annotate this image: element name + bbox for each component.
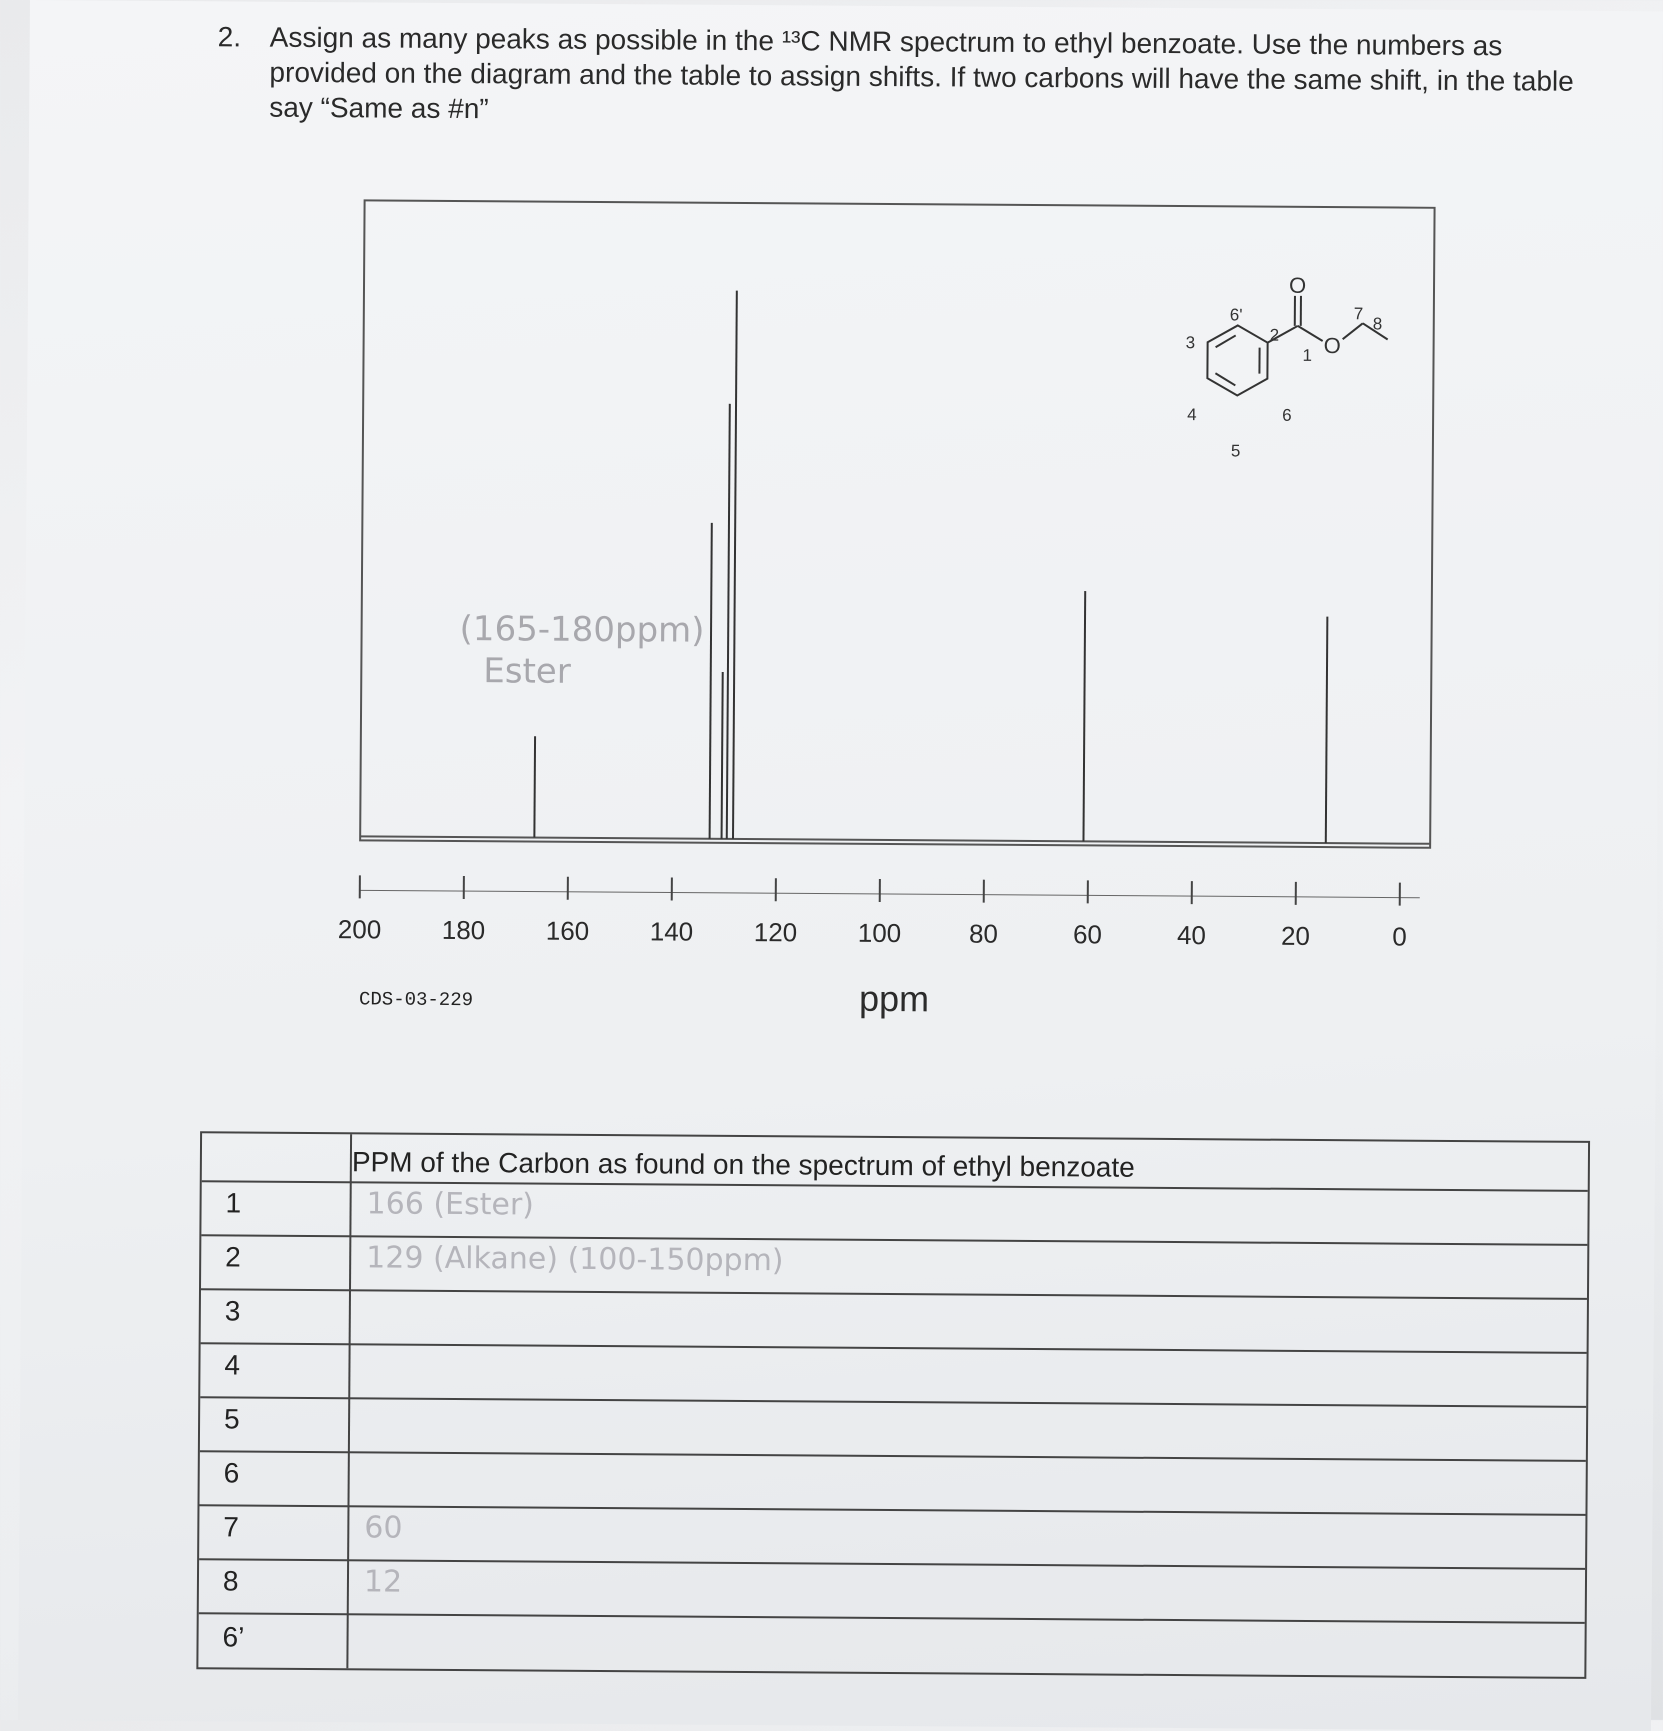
question-block — [218, 19, 1598, 29]
carbonyl-oxygen: O — [1289, 273, 1306, 298]
atom-label-1: 1 — [1302, 346, 1312, 365]
atom-label-6: 6 — [1282, 406, 1292, 425]
x-axis-tick-label: 200 — [338, 914, 382, 944]
row-label-7: 7 — [223, 1511, 239, 1543]
table-row-divider — [201, 1288, 1587, 1300]
row-value-2[interactable]: 129 (Alkane) (100-150ppm) — [366, 1240, 784, 1278]
worksheet-page — [18, 0, 1663, 1731]
row-label-2: 2 — [225, 1241, 241, 1273]
x-axis-tick-label: 40 — [1177, 920, 1206, 950]
spectrum-peak — [727, 404, 730, 839]
atom-label-4: 4 — [1187, 405, 1197, 424]
atom-label-6prime: 6' — [1230, 305, 1243, 324]
atom-label-5: 5 — [1231, 441, 1241, 460]
x-axis-tick-label: 60 — [1073, 919, 1102, 949]
row-value-7[interactable]: 60 — [364, 1510, 402, 1545]
spectrum-peak — [722, 672, 723, 839]
row-value-8[interactable]: 12 — [364, 1564, 402, 1599]
spectrum-peak — [710, 523, 712, 839]
atom-label-2: 2 — [1270, 326, 1280, 345]
question-text: Assign as many peaks as possible in the ¹³C NMR spectrum to ethyl benzoate. Use the numbers as provided on the diagram and the table to assign shifts. If two carbons will have the same shift, in the table say “Same as #n” — [269, 20, 1590, 134]
question-number: 2. — [218, 19, 242, 54]
x-axis-tick-label: 100 — [858, 918, 902, 948]
handwritten-note-ester: Ester — [483, 651, 571, 692]
row-label-6prime: 6’ — [222, 1621, 244, 1653]
spectrum-peak — [534, 736, 535, 837]
table-row-divider — [199, 1504, 1585, 1516]
atom-label-3: 3 — [1186, 333, 1196, 352]
x-axis-tick-label: 20 — [1281, 921, 1310, 951]
x-axis-unit: ppm — [859, 978, 929, 1020]
table-row-divider — [201, 1342, 1587, 1354]
atom-label-8: 8 — [1373, 314, 1383, 333]
assignment-table — [196, 1131, 1590, 1679]
x-axis-tick-label: 180 — [442, 915, 486, 945]
ester-oxygen: O — [1324, 333, 1341, 358]
row-label-6: 6 — [224, 1457, 240, 1489]
ticks-group — [338, 875, 1407, 951]
table-row-divider — [199, 1612, 1585, 1624]
spectrum-peak — [733, 291, 737, 839]
row-label-4: 4 — [224, 1349, 240, 1381]
row-label-3: 3 — [225, 1295, 241, 1327]
table-row-divider — [200, 1450, 1586, 1462]
table-header: PPM of the Carbon as found on the spectrum of ethyl benzoate — [352, 1146, 1135, 1183]
row-label-1: 1 — [225, 1187, 241, 1219]
table-row-divider — [199, 1558, 1585, 1570]
x-axis-tick-label: 0 — [1392, 922, 1407, 952]
x-axis-line — [360, 890, 1420, 897]
ethyl-benzoate-structure — [1147, 270, 1388, 472]
x-axis-tick-label: 80 — [969, 919, 998, 949]
spectrum-peak — [1326, 617, 1328, 843]
row-value-1[interactable]: 166 (Ester) — [366, 1186, 534, 1222]
x-axis-tick-label: 160 — [546, 916, 590, 946]
atom-label-7: 7 — [1354, 304, 1364, 323]
spectrum-peak — [1083, 591, 1085, 841]
x-axis-tick-label: 140 — [650, 916, 694, 946]
row-label-5: 5 — [224, 1403, 240, 1435]
x-axis-tick-label: 120 — [754, 917, 798, 947]
table-row-divider — [200, 1396, 1586, 1408]
table-column-divider — [346, 1134, 352, 1668]
row-label-8: 8 — [223, 1565, 239, 1597]
handwritten-note-range: (165-180ppm) — [459, 609, 704, 651]
sample-id: CDS-03-229 — [359, 988, 473, 1011]
spectrum-baseline — [360, 836, 1430, 843]
